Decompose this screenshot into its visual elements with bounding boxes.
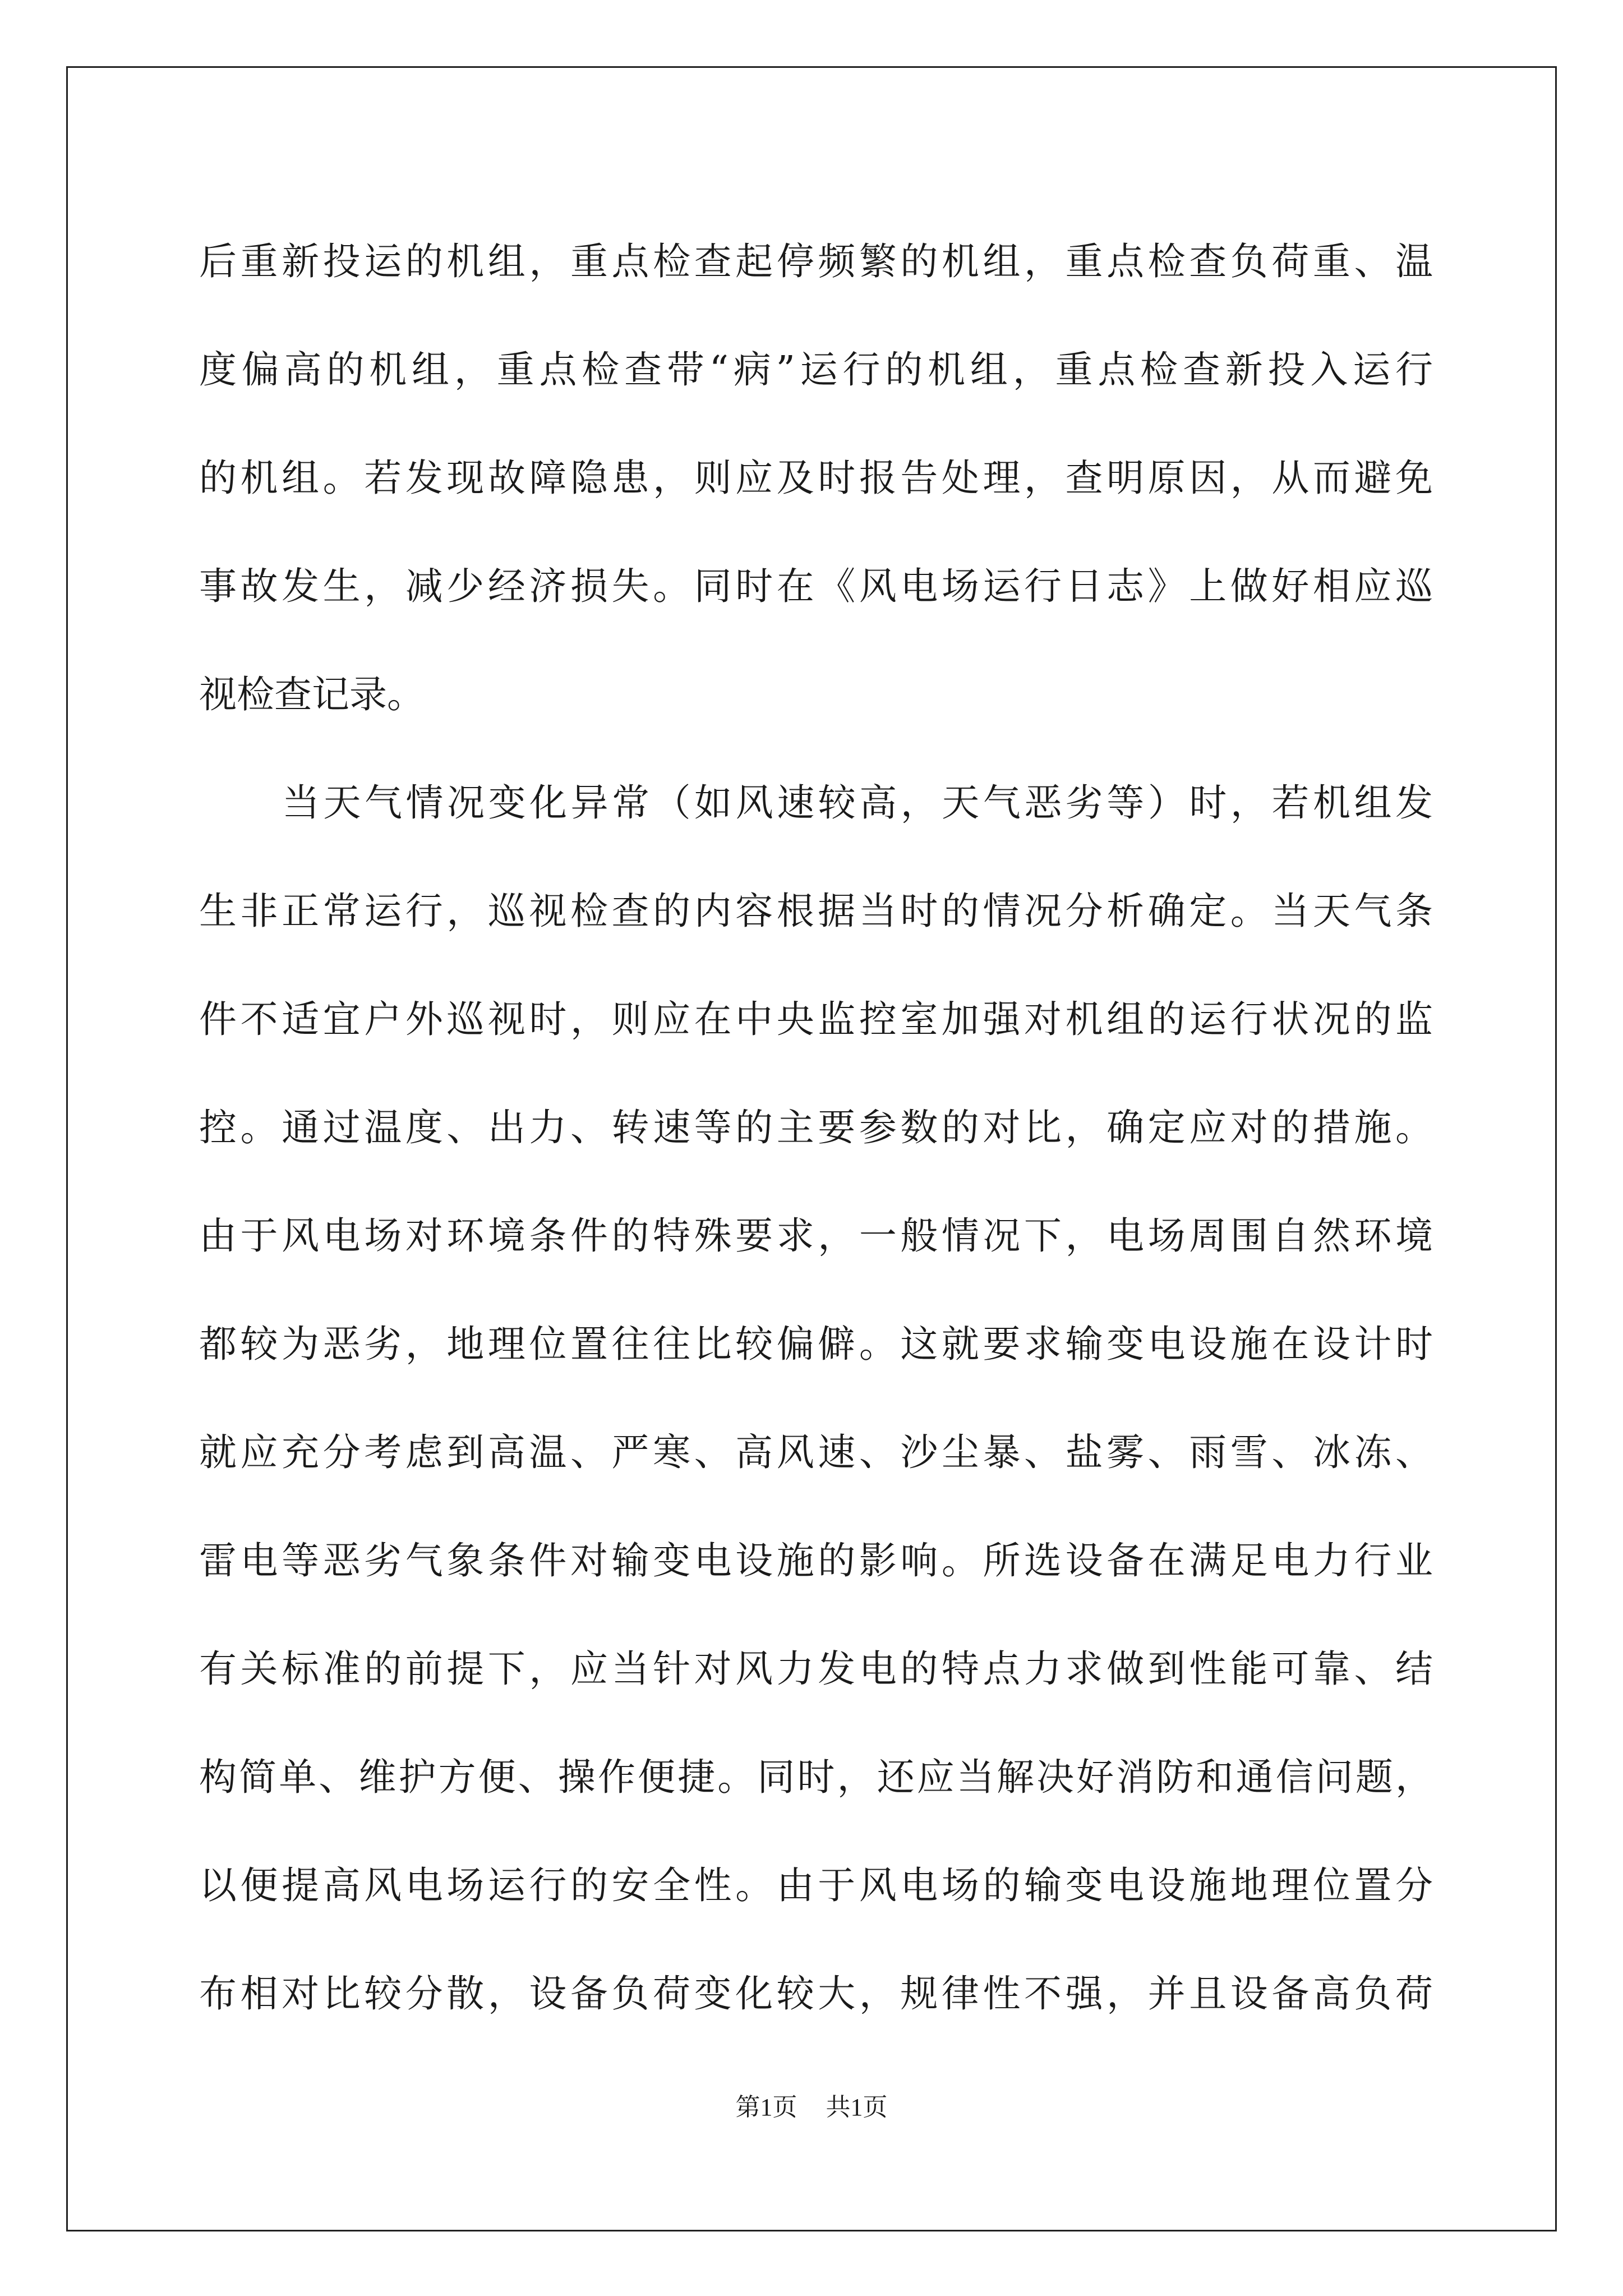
body-text-line: 构简单、维护方便、操作便捷。同时，还应当解决好消防和通信问题，: [199, 1755, 1433, 1799]
page-number-current: 第1页: [735, 2093, 797, 2121]
body-text-line: 的机组。若发现故障隐患，则应及时报告处理，查明原因，从而避免: [199, 456, 1433, 500]
body-text-line: 生非正常运行，巡视检查的内容根据当时的情况分析确定。当天气条: [199, 889, 1433, 933]
body-text-line: 都较为恶劣，地理位置往往比较偏僻。这就要求输变电设施在设计时: [199, 1322, 1433, 1366]
page-footer: [0, 2087, 1623, 2123]
body-text-line: 度偏高的机组，重点检查带“病”运行的机组，重点检查新投入运行: [199, 348, 1433, 392]
body-text-line: 布相对比较分散，设备负荷变化较大，规律性不强，并且设备高负荷: [199, 1972, 1433, 2016]
body-text-line: 件不适宜户外巡视时，则应在中央监控室加强对机组的运行状况的监: [199, 997, 1433, 1041]
body-text-line: 由于风电场对环境条件的特殊要求，一般情况下，电场周围自然环境: [199, 1214, 1433, 1258]
body-text-line: 有关标准的前提下，应当针对风力发电的特点力求做到性能可靠、结: [199, 1647, 1433, 1691]
body-text-line: 就应充分考虑到高温、严寒、高风速、沙尘暴、盐雾、雨雪、冰冻、: [199, 1430, 1433, 1474]
body-text-line: 以便提高风电场运行的安全性。由于风电场的输变电设施地理位置分: [199, 1864, 1433, 1907]
body-text-line: 控。通过温度、出力、转速等的主要参数的对比，确定应对的措施。: [199, 1106, 1433, 1149]
body-text-line: 当天气情况变化异常（如风速较高，天气恶劣等）时，若机组发: [282, 781, 1433, 825]
body-text-line: 视检查记录。: [199, 673, 425, 716]
document-body: [199, 208, 1433, 2048]
body-text-line: 事故发生，减少经济损失。同时在《风电场运行日志》上做好相应巡: [199, 564, 1433, 608]
body-text-line: 雷电等恶劣气象条件对输变电设施的影响。所选设备在满足电力行业: [199, 1539, 1433, 1582]
body-text-line: 后重新投运的机组，重点检查起停频繁的机组，重点检查负荷重、温: [199, 240, 1433, 283]
page-number-total: 共1页: [826, 2093, 888, 2121]
